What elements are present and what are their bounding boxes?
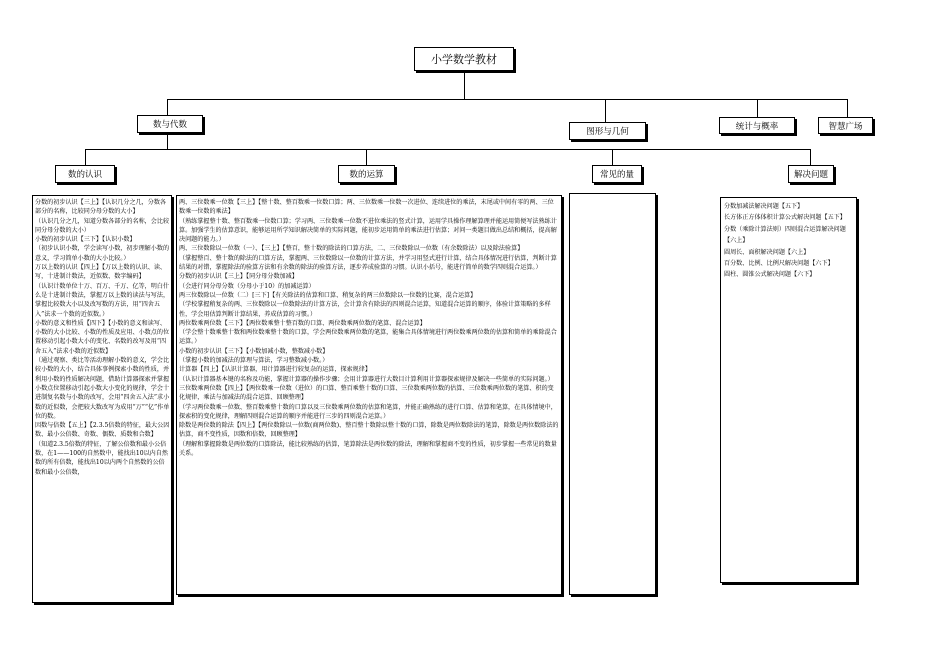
list-item: （会进行同分母分数（分母小于10）的加减运算）: [179, 282, 315, 290]
connector-to-statistics: [757, 99, 758, 117]
list-item: （掌握小数的加减法的算理与算法，学习整数减小数。）: [179, 357, 329, 365]
list-item: 分数加减法解决问题【五下】: [724, 203, 804, 210]
list-item: 分数的初步认识【三上】【认识几分之几，分数各部分的名称，比较同分母分数的大小】: [35, 199, 167, 216]
node-number-cognition-label: 数的认识: [67, 170, 102, 180]
list-item: 百分数、比例、比例尺解决问题【六下】: [724, 260, 834, 268]
connector-to-integrated: [847, 99, 848, 117]
list-item: 计算器【四上】【认识计算器，用计算器进行较复杂的运算，探索规律】: [179, 366, 371, 374]
list-item: 因数与倍数【五上】【2.3.5倍数的特征，最大公因数、最小公倍数、奇数、偶数、质数和合数】: [35, 422, 170, 439]
list-item: 万以上数的认识【四上】【万以上数的认识、读、写，十进制计数法，近似数、数字编码】: [35, 264, 167, 281]
list-item: 两三位数除以一位数（二）[三下]【有关除法的估算和口算、稍复杂的两三位数除以一位数的比赛，混合运算】: [179, 291, 477, 299]
list-item: 三位数乘两位数【四上】【两位数乘一位数（进位）的口算、整百乘整十数的口算、三位数乘两位数的估算、三位数乘两位数的笔算、积的变化规律，乘法与加减法的混合运算、回顾整理】: [179, 384, 554, 402]
list-item: 长方体正方体体积计算公式解决问题【五下】: [724, 214, 846, 222]
list-item: 两、三位数乘一位数【三上】【整十数、整百数乘一位数口算；两、三位数乘一位数一次进位、连续进位的乘法，末尾或中间有零的两、三位数乘一位数的乘法】: [179, 199, 554, 216]
list-item: （学习两位数乘一位数、整百数乘整十数的口算以及三位数乘两位数的估算和笔算，并能正确熟练的进行口算、估算和笔算，在具体情境中，探索积的变化规律，理解四则混合运算的顺序并能进行三步的四则混合运算。）: [179, 403, 557, 420]
node-common-quantities-label: 常见的量: [599, 170, 634, 180]
node-statistics-label: 统计与概率: [735, 121, 779, 132]
list-item: 分数的初步认识【三上】【同分母分数加减】: [179, 273, 298, 281]
list-item: （初步认识小数，学会读写小数，初步理解小数的意义，学习简单小数的大小比较。）: [35, 245, 170, 262]
list-item: 分数（乘除计算法则）四则混合运算解决问题【六上】: [724, 225, 846, 245]
list-item: 两、三位数除以一位数（一）、【三上】【整百，整十数的除法的口算方法，二、三位数除以一位数（有余数除法）以及除法验算】: [179, 245, 524, 253]
list-item: （理解和掌握除数是两位数的口算除法，能比较熟练的估算，笔算除法是两位数的除法，理解和掌握商不变的性质，初步掌握一些常见的数量关系。: [179, 440, 557, 458]
cognition-content-text: [35, 198, 170, 600]
list-item: 小数的初步认识【三下】【小数加减小数，整数减小数】: [179, 347, 329, 355]
connector-to-operation: [366, 149, 367, 165]
list-item: （认识计数单位十万、百万、千万、亿等，明白什么是十进制计数法，掌握万以上数的读法与写法，掌握比较数大小以及改写数的方法，用“四舍五入”法求一个数的近似数。）: [35, 282, 170, 318]
connector-level1-bar: [167, 99, 848, 100]
list-item: 圆柱、圆锥公式解决问题【六下】: [724, 271, 816, 279]
connector-to-measure: [612, 149, 613, 165]
root-title: 小学数学教材: [431, 53, 497, 66]
measure-content-panel: [569, 193, 656, 595]
list-item: 圆周长、面积解决问题【六上】: [724, 248, 810, 256]
list-item: 小数的意义和性质【四下】【小数的意义和读写、小数的大小比较、小数的性质及应用、小数点的位置移动引起小数大小的变化、名数的改写及用“四舍五入”法求小数的近似数】: [35, 319, 170, 355]
list-item: 除数是两位数的除法【四上】【两位数除以一位数(商两位数)、整百整十数除以整十数的口算，除数是两位数除法的笔算，除数是两位数除法的估算，商不变性质，因数和倍数，回顾整理】: [179, 422, 559, 439]
list-item: （学会整十数乘整十数和两位数乘整十数的口算，学会两位数乘两位数的笔算，能集合具体情境进行两位数乘两位数的估算和简单的乘除混合运算。）: [179, 329, 557, 346]
list-item: （认识计算器基本键的名称及功能，掌握计算器的操作步骤；会用计算器进行大数目计算利用计算器探索规律及解决一些简单的实际问题。）: [179, 375, 554, 383]
list-item: （熟练掌握整十数、整百数乘一位数口算；学习两、三位数乘一位数不进位乘法的竖式计算，运用学具操作理解算理并能运用简便写法熟练计算。加强学生的估算意识，能够运用所学知识解决简单的实际问题，能初步运用简单的乘法进行估算；对问一类题目做出总结和概括，提高解决问题的能力。）: [179, 217, 557, 244]
connector-root-down: [464, 71, 465, 99]
operation-content-text: [179, 198, 559, 592]
list-item: （通过观察、类比等活动理解小数的意义，学会比较小数的大小，结合具体事例探索小数的性质，并利用小数的性质解决问题，借助计算器探索并掌握小数点位置移动引起小数大小变化的规律，学会十进制复名数与小数的改写，会用“四舍五入法”求小数的近似数，会把较大数改写为成用“万”“亿”作单位的数。: [35, 357, 170, 420]
connector-to-geometry: [605, 99, 606, 122]
list-item: （学校掌握稍复杂的两、三位数除以一位数除法的计算方法，会计算含有除法的四则混合运算，知道混合运算的顺序，体验计算策略的多样性，学会用估算判断计算结果，养成估算的习惯。）: [179, 301, 551, 318]
list-item: （掌握整百、整十数的除法的口算方法，掌握两、三位数除以一位数的计算方法，并学习用竖式进行计算，结合具体情况进行估算，判断计算结果的对错，掌握除法的验算方法和有余数的除法的验算方法，逐步养成验算的习惯。认识小括号，能进行简单的数学四则混合运算。）: [179, 254, 557, 272]
list-item: 小数的初步认识【三下】【认识小数】: [35, 236, 136, 244]
list-item: （认识几分之几，知道分数各部分的名称，会比较同分母分数的大小）: [35, 217, 170, 234]
connector-to-problem: [810, 149, 811, 165]
node-integrated-label: 智慧广场: [828, 121, 863, 132]
node-number-operation-label: 数的运算: [349, 170, 384, 180]
list-item: 两位数乘两位数【三下】【两位数乘整十整百数的口算、两位数乘两位数的笔算、混合运算】: [179, 319, 426, 327]
connector-level2-bar: [85, 149, 811, 150]
list-item: （知道2.3.5倍数的特征，了解公倍数和最小公倍数，在1——100的自然数中，能找出10以内自然数的所有倍数，能找出10以内两个自然数的公倍数和最小公倍数，: [35, 440, 168, 476]
connector-numbers-down: [167, 133, 168, 149]
node-problem-solving-label: 解决问题: [793, 170, 828, 180]
connector-to-numbers: [167, 99, 168, 116]
problem-content-text: [724, 201, 855, 579]
node-numbers-algebra-label: 数与代数: [152, 120, 187, 130]
connector-to-cognition: [85, 149, 86, 165]
node-geometry-label: 图形与几何: [586, 127, 629, 137]
